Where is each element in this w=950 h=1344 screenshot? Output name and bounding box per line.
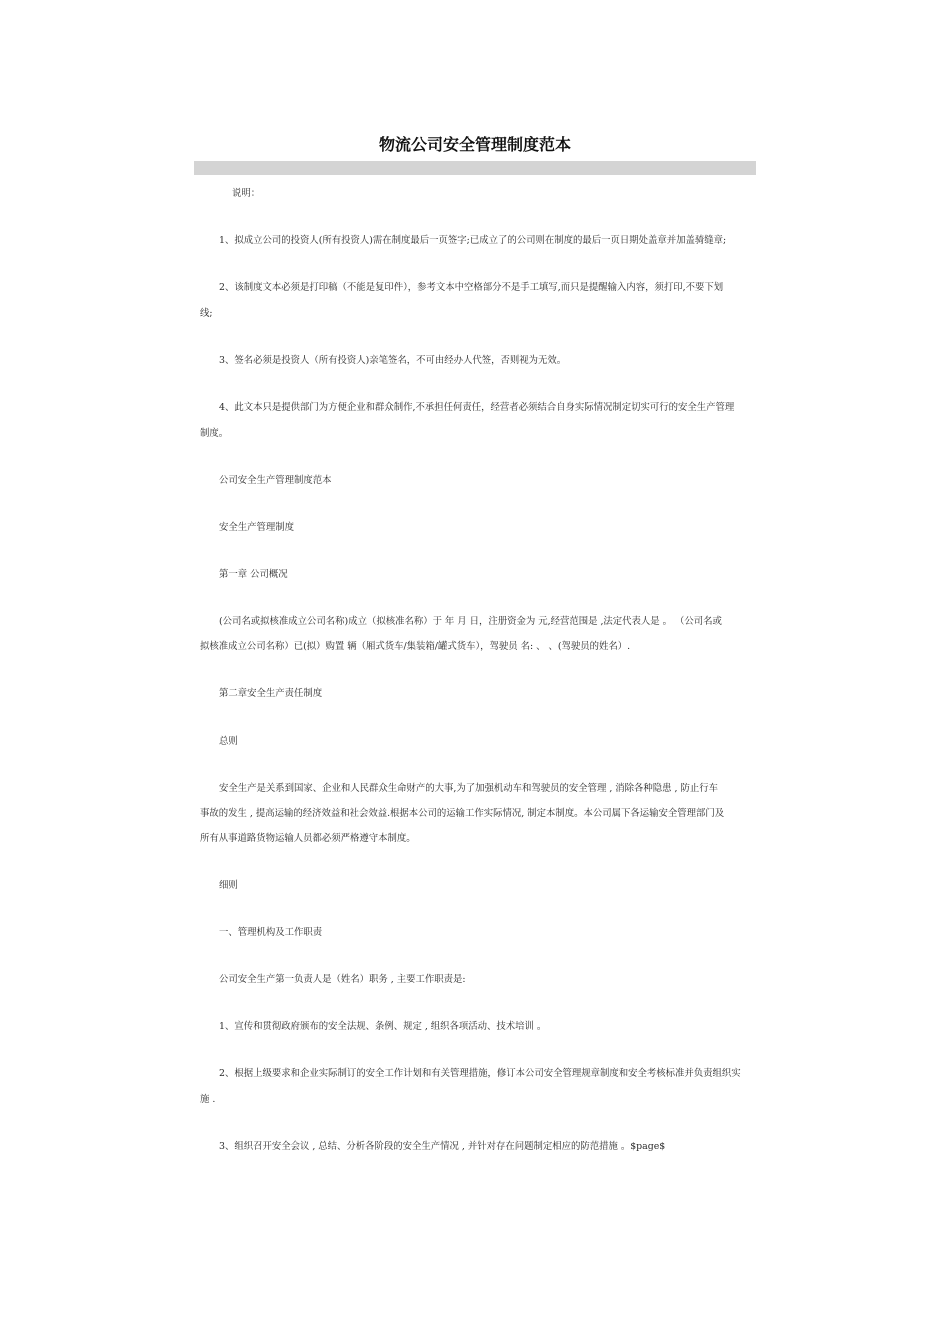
text-line: 公司安全生产管理制度范本 (219, 475, 332, 486)
text-line: 说明： (232, 188, 261, 199)
text-line: 安全生产是关系到国家、企业和人民群众生命财产的大事,为了加强机动车和驾驶员的安全管理 , 消除各种隐患 , 防止行车 (219, 783, 718, 794)
text-line: 所有从事道路货物运输人员都必须严格遵守本制度。 (200, 833, 416, 844)
text-line: 一、管理机构及工作职责 (219, 927, 323, 938)
text-line: 拟核准成立公司名称）已(拟）购置 辆（厢式货车/集装箱/罐式货车），驾驶员 名: 、 、(驾驶员的姓名）. (200, 641, 631, 652)
text-line: 1、拟成立公司的投资人(所有投资人)需在制度最后一页签字;已成立了的公司则在制度的最后一页日期处盖章并加盖骑缝章; (219, 235, 727, 246)
text-line: (公司名或拟核准成立公司名称)成立（拟核准名称）于 年 月 日，注册资金为 元,经营范围是 ,法定代表人是 。 （公司名或 (219, 616, 722, 627)
text-line: 公司安全生产第一负责人是（姓名）职务 , 主要工作职责是: (219, 974, 466, 985)
text-line: 总则 (219, 736, 238, 747)
text-line: 细则 (219, 880, 238, 891)
text-line: 安全生产管理制度 (219, 522, 295, 533)
text-line: 3、签名必须是投资人（所有投资人)亲笔签名，不可由经办人代签，否则视为无效。 (219, 355, 567, 366)
text-line: 施 . (200, 1094, 216, 1105)
text-line: 1、宣传和贯彻政府颁布的安全法规、条例、规定 , 组织各项活动、技术培训 。 (219, 1021, 547, 1032)
document-title: 物流公司安全管理制度范本 (378, 135, 571, 154)
text-line: 2、根据上级要求和企业实际制订的安全工作计划和有关管理措施，修订本公司安全管理规章制度和安全考核标准并负责组织实 (219, 1068, 741, 1079)
text-line: 4、此文本只是提供部门为方便企业和群众制作,不承担任何责任，经营者必须结合自身实际情况制定切实可行的安全生产管理 (219, 402, 735, 413)
text-line: 第二章安全生产责任制度 (219, 688, 323, 699)
text-line: 3、组织召开安全会议 , 总结、分析各阶段的安全生产情况 , 并针对存在问题制定相应的防范措施 。$page$ (219, 1141, 666, 1152)
title-divider-bar (194, 161, 756, 175)
text-line: 第一章 公司概况 (219, 569, 288, 580)
text-line: 制度。 (200, 428, 229, 439)
text-line: 事故的发生 , 提高运输的经济效益和社会效益.根据本公司的运输工作实际情况, 制定本制度。本公司属下各运输安全管理部门及 (200, 808, 725, 819)
text-line: 线; (200, 308, 213, 319)
text-line: 2、该制度文本必须是打印稿（不能是复印件），参考文本中空格部分不是手工填写,而只是提醒输入内容，须打印,不要下划 (219, 282, 724, 293)
